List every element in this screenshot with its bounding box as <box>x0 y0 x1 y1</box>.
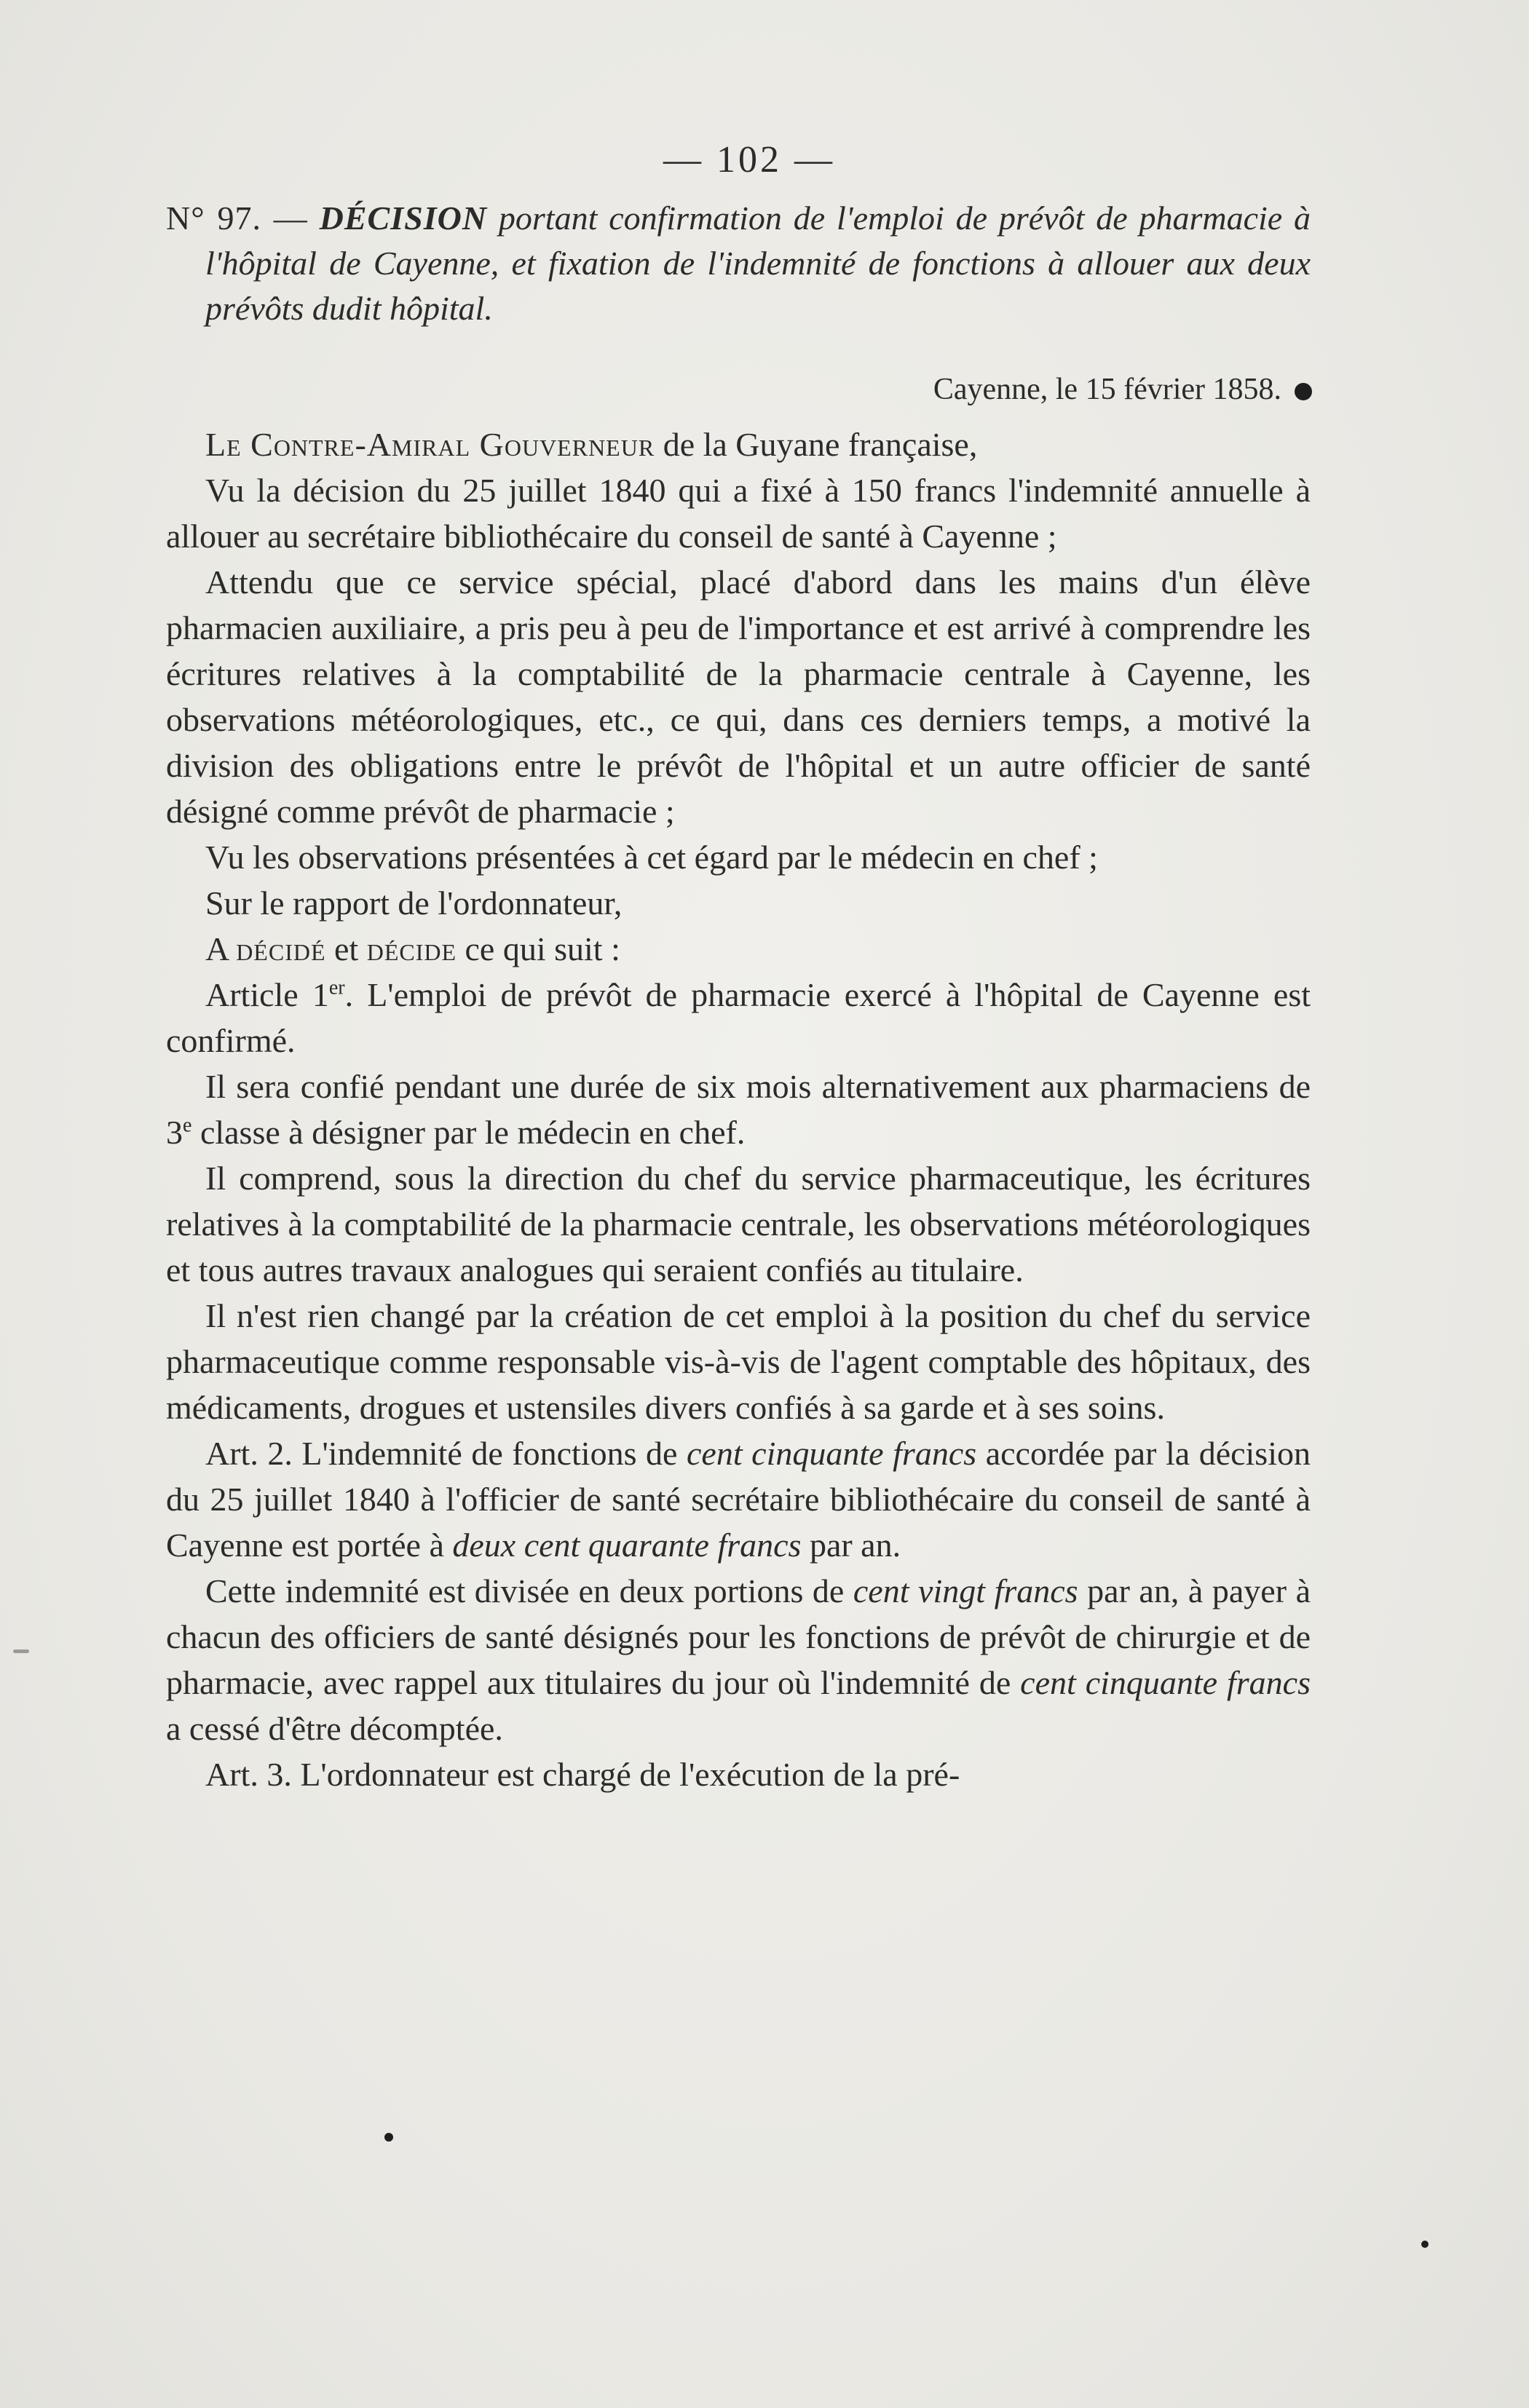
decides-line <box>166 926 1311 972</box>
decision-heading <box>166 196 1311 331</box>
article-2-paragraph <box>166 1568 1311 1751</box>
article-1-sup: er <box>328 976 345 999</box>
page-number: — 102 — <box>663 139 835 181</box>
decides-et: et <box>334 930 359 967</box>
consideration-paragraph: Vu les observations présentées à cet égard par le médecin en chef ; <box>205 839 1098 876</box>
issuer-territory: de la Guyane française, <box>663 426 978 463</box>
decides-rest: ce qui suit : <box>465 930 620 967</box>
issuer-title: Le Contre-Amiral Gouverneur <box>205 426 655 463</box>
ink-speck <box>13 1649 29 1653</box>
article-2-amount-old: cent cinquante francs <box>687 1435 977 1472</box>
article-1-paragraph <box>166 1064 1311 1155</box>
article-1-label: Article 1 <box>205 976 329 1013</box>
article-1-p1-sup: e <box>183 1114 192 1137</box>
ink-speck <box>1295 383 1312 400</box>
consideration-paragraph: Vu la décision du 25 juillet 1840 qui a fixé à 150 francs l'indemnité annuelle à allouer au secrétaire bibliothécaire du conseil de santé à Cayenne ; <box>166 472 1311 555</box>
article-2-p2-text-c: a cessé d'être décomptée. <box>166 1710 503 1747</box>
article-2-text-a: Art. 2. L'indemnité de fonctions de <box>205 1435 687 1472</box>
article-1-text: . L'emploi de prévôt de pharmacie exercé à l'hôpital de Cayenne est confirmé. <box>166 976 1311 1059</box>
article-2-p2-text-a: Cette indemnité est divisée en deux portions de <box>205 1572 853 1609</box>
article-1-p1-text: Il sera confié pendant une durée de six mois alternativement aux pharmaciens de 3 <box>166 1068 1311 1151</box>
decides-a: A <box>205 930 228 967</box>
heading-number: N° 97. — <box>166 199 308 237</box>
opening-line <box>166 421 1311 467</box>
article-2-p2-amount-split: cent vingt francs <box>853 1572 1078 1609</box>
heading-subject: portant confirmation de l'emploi de prévôt de pharmacie à l'hôpital de Cayenne, et fixation de l'indemnité de fonctions à allouer aux deux prévôts dudit hôpital. <box>205 199 1311 327</box>
article-2-p2-amount-old: cent cinquante francs <box>1020 1664 1311 1701</box>
article-2 <box>166 1430 1311 1568</box>
ink-speck <box>1421 2241 1429 2248</box>
article-2-text-c: par an. <box>801 1526 901 1564</box>
decides-word-1: décidé <box>236 930 326 967</box>
ink-speck <box>384 2133 393 2142</box>
article-1 <box>166 972 1311 1064</box>
heading-keyword: DÉCISION <box>319 199 488 237</box>
consideration-paragraph: Attendu que ce service spécial, placé d'abord dans les mains d'un élève pharmacien auxiliaire, a pris peu à peu de l'importance et est arrivé à comprendre les écritures relatives à la comptabilité de la pharmacie centrale à Cayenne, les observations météorologiques, etc., ce qui, dans ces derniers temps, a motivé la division des obligations entre le prévôt de l'hôpital et un autre officier de santé désigné comme prévôt de pharmacie ; <box>166 563 1311 830</box>
decides-word-2: décide <box>366 930 457 967</box>
decision-body <box>166 421 1311 1797</box>
article-2-p2-text-b: par an, à payer à chacun des officiers de santé désignés pour les fonctions de prévôt de chirurgie et de pharmacie, avec rappel aux titulaires du jour où l'indemnité de <box>166 1572 1311 1701</box>
article-1-paragraph: Il n'est rien changé par la création de cet emploi à la position du chef du service pharmaceutique comme responsable vis-à-vis de l'agent comptable des hôpitaux, des médicaments, drogues et ustensiles divers confiés à sa garde et à ses soins. <box>166 1297 1311 1426</box>
article-3: Art. 3. L'ordonnateur est chargé de l'exécution de la pré- <box>205 1756 960 1793</box>
consideration-paragraph: Sur le rapport de l'ordonnateur, <box>205 884 623 922</box>
article-2-text-b: accordée par la décision du 25 juillet 1840 à l'officier de santé secrétaire bibliothécaire du conseil de santé à Cayenne est portée à <box>166 1435 1311 1564</box>
article-1-paragraph: Il comprend, sous la direction du chef du service pharmaceutique, les écritures relatives à la comptabilité de la pharmacie centrale, les observations météorologiques et tous autres travaux analogues qui seraient confiés au titulaire. <box>166 1160 1311 1288</box>
article-2-amount-new: deux cent quarante francs <box>452 1526 802 1564</box>
dateline: Cayenne, le 15 février 1858. <box>933 373 1281 406</box>
article-1-p1-tail: classe à désigner par le médecin en chef. <box>191 1114 746 1151</box>
